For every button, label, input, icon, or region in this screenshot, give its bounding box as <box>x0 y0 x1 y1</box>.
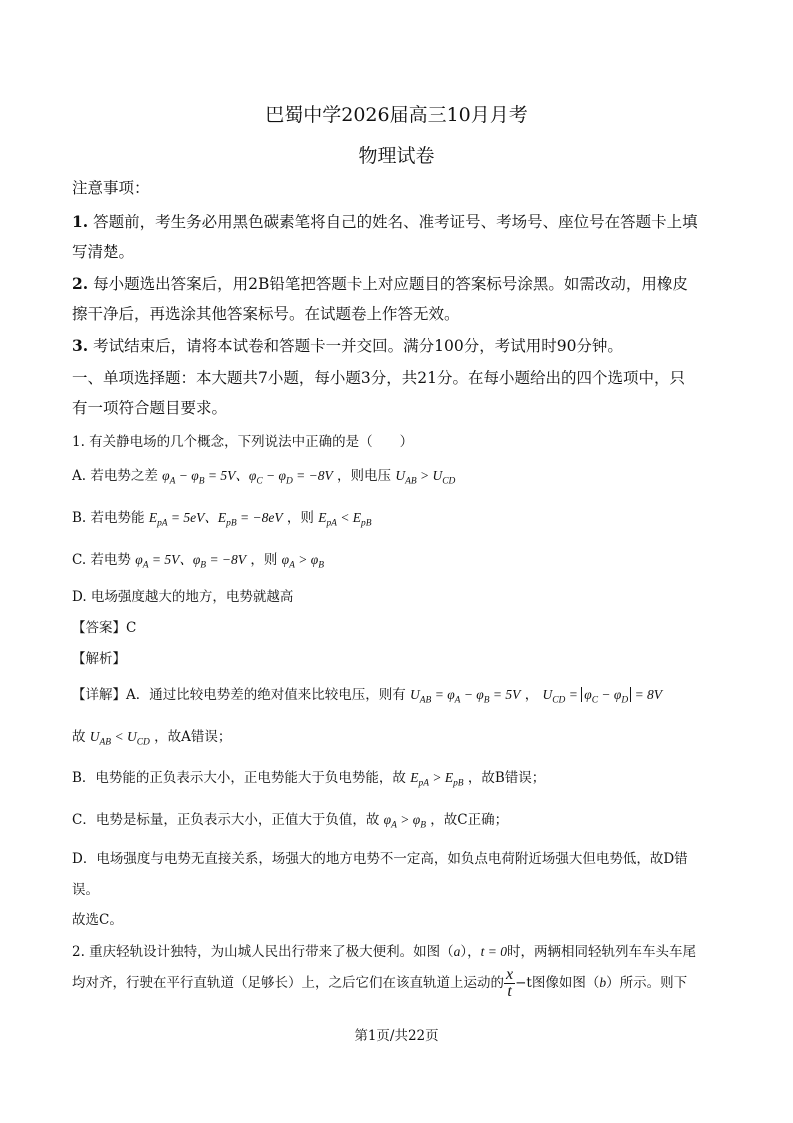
q1-option-c-result: $\varphi_A > \varphi_B$ <box>281 552 324 571</box>
q1-detail-a-formula-1: $U_{AB} = \varphi_A - \varphi_B = 5V$ <box>410 687 521 706</box>
q1-detail-a2-prefix: 故 <box>72 729 86 745</box>
notice-heading: 注意事项： <box>72 179 150 197</box>
q1-option-b <box>72 506 372 529</box>
section-1-heading-line1: 一、单项选择题：本大题共7小题，每小题3分，共21分。在每小题给出的四个选项中，只 <box>72 369 685 387</box>
page-footer: 第1页/共22页 <box>354 1028 439 1044</box>
notice-item-2-line1 <box>72 272 688 294</box>
q1-analysis-label: 【解析】 <box>72 651 126 667</box>
q1-detail-c-prefix: C．电势是标量，正负表示大小，正值大于负值，故 <box>72 812 380 828</box>
notice-item-1-text: 答题前，考生务必用黑色碳素笔将自己的姓名、准考证号、考场号、座位号在答题卡上填 <box>93 213 698 231</box>
q1-option-b-result: $E_{pA} < E_{pB}$ <box>318 510 372 529</box>
q1-detail-a <box>72 683 662 706</box>
q2-fraction-den: t <box>507 983 512 1000</box>
notice-item-2-num: 2. <box>72 274 89 293</box>
q1-conclusion: 故选C。 <box>72 912 123 928</box>
q1-option-d: D. 电场强度越大的地方，电势就越高 <box>72 589 294 605</box>
q1-detail-b-prefix: B．电势能的正负表示大小，正电势能大于负电势能，故 <box>72 770 406 786</box>
q1-option-b-suffix: ，则 <box>286 510 314 526</box>
q1-detail-a2 <box>72 725 231 748</box>
section-1-heading-line2: 有一项符合题目要求。 <box>72 399 228 417</box>
notice-item-3-num: 3. <box>72 336 89 355</box>
q1-option-b-formula: $E_{pA} = 5eV$、$E_{pB} = -8eV$ <box>148 510 283 529</box>
q2-figure-b-label: b <box>599 975 607 990</box>
notice-item-2-text: 每小题选出答案后，用2B铅笔把答题卡上对应题目的答案标号涂黑。如需改动，用橡皮 <box>93 275 688 293</box>
q1-detail-a2-suffix: ，故A错误； <box>154 729 232 745</box>
q1-option-a-result: $U_{AB} > U_{CD}$ <box>395 468 456 487</box>
exam-subtitle: 物理试卷 <box>358 145 435 167</box>
q1-detail-c <box>72 808 508 831</box>
q1-option-c-formula: $\varphi_A = 5V$、$\varphi_B = -8V$ <box>135 552 247 571</box>
q1-detail-a-formula-2: $U_{CD} = \varphi_C - \varphi_D = 8V$ <box>542 687 663 706</box>
q1-detail-d-line1: D．电场强度与电势无直接关系，场强大的地方电势不一定高，如负点电荷附近场强大但电势低，故D错 <box>72 851 688 867</box>
notice-item-3-line1 <box>72 334 623 356</box>
q1-option-b-prefix: B. 若电势能 <box>72 510 145 526</box>
q2-time-zero: t = 0 <box>480 944 508 959</box>
q1-detail-b <box>72 766 545 789</box>
q2-fraction-x-over-t <box>504 967 515 1000</box>
q1-stem: 1. 有关静电场的几个概念，下列说法中正确的是（ ） <box>72 434 414 450</box>
q1-option-c <box>72 548 324 571</box>
q1-option-a-formula: $\varphi_A - \varphi_B = 5V$、$\varphi_C - \varphi_D = -8V$ <box>162 468 333 487</box>
q2-line2 <box>72 967 687 1000</box>
q1-option-c-suffix: ，则 <box>250 552 278 568</box>
notice-item-1-num: 1. <box>72 212 89 231</box>
notice-item-3-text: 考试结束后，请将本试卷和答题卡一并交回。满分100分，考试用时90分钟。 <box>93 337 623 355</box>
q1-option-a <box>72 464 455 487</box>
q2-figure-a-label: a <box>453 944 461 959</box>
q1-option-a-suffix: ，则电压 <box>337 468 392 484</box>
q2-fraction-num: x <box>506 966 514 983</box>
q1-detail-a-sep: ， <box>524 687 539 703</box>
q1-detail-b-formula: $E_{pA} > E_{pB}$ <box>410 770 464 789</box>
q2-line1-prefix: 2. 重庆轻轨设计独特，为山城人民出行带来了极大便利。如图（ <box>72 944 454 960</box>
q2-line1-mid: ）， <box>460 944 481 960</box>
q1-detail-a-prefix: 【详解】A．通过比较电势差的绝对值来比较电压，则有 <box>72 687 406 703</box>
q2-line1-suffix: 时，两辆相同轻轨列车车头车尾 <box>507 944 697 960</box>
q2-line2-suffix: ）所示。则下 <box>606 975 688 991</box>
notice-item-1-line2: 写清楚。 <box>72 243 135 261</box>
q2-line2-mid: −t图像如图（ <box>515 975 600 991</box>
exam-title: 巴蜀中学2026届高三10月月考 <box>265 104 528 126</box>
q1-detail-a2-formula: $U_{AB} < U_{CD}$ <box>89 729 150 748</box>
notice-item-1-line1 <box>72 210 698 232</box>
q1-detail-b-suffix: ，故B错误； <box>467 770 546 786</box>
q2-line2-prefix: 均对齐，行驶在平行直轨道（足够长）上，之后它们在该直轨道上运动的 <box>72 975 504 991</box>
q1-option-c-prefix: C. 若电势 <box>72 552 131 568</box>
q1-detail-d-line2: 误。 <box>72 882 99 898</box>
q2-line1 <box>72 940 696 960</box>
q1-detail-c-formula: $\varphi_A > \varphi_B$ <box>383 812 426 831</box>
q1-detail-c-suffix: ，故C正确； <box>430 812 509 828</box>
q1-answer: 【答案】C <box>72 620 137 636</box>
q1-option-a-prefix: A. 若电势之差 <box>72 468 158 484</box>
notice-item-2-line2: 擦干净后，再选涂其他答案标号。在试题卷上作答无效。 <box>72 305 460 323</box>
